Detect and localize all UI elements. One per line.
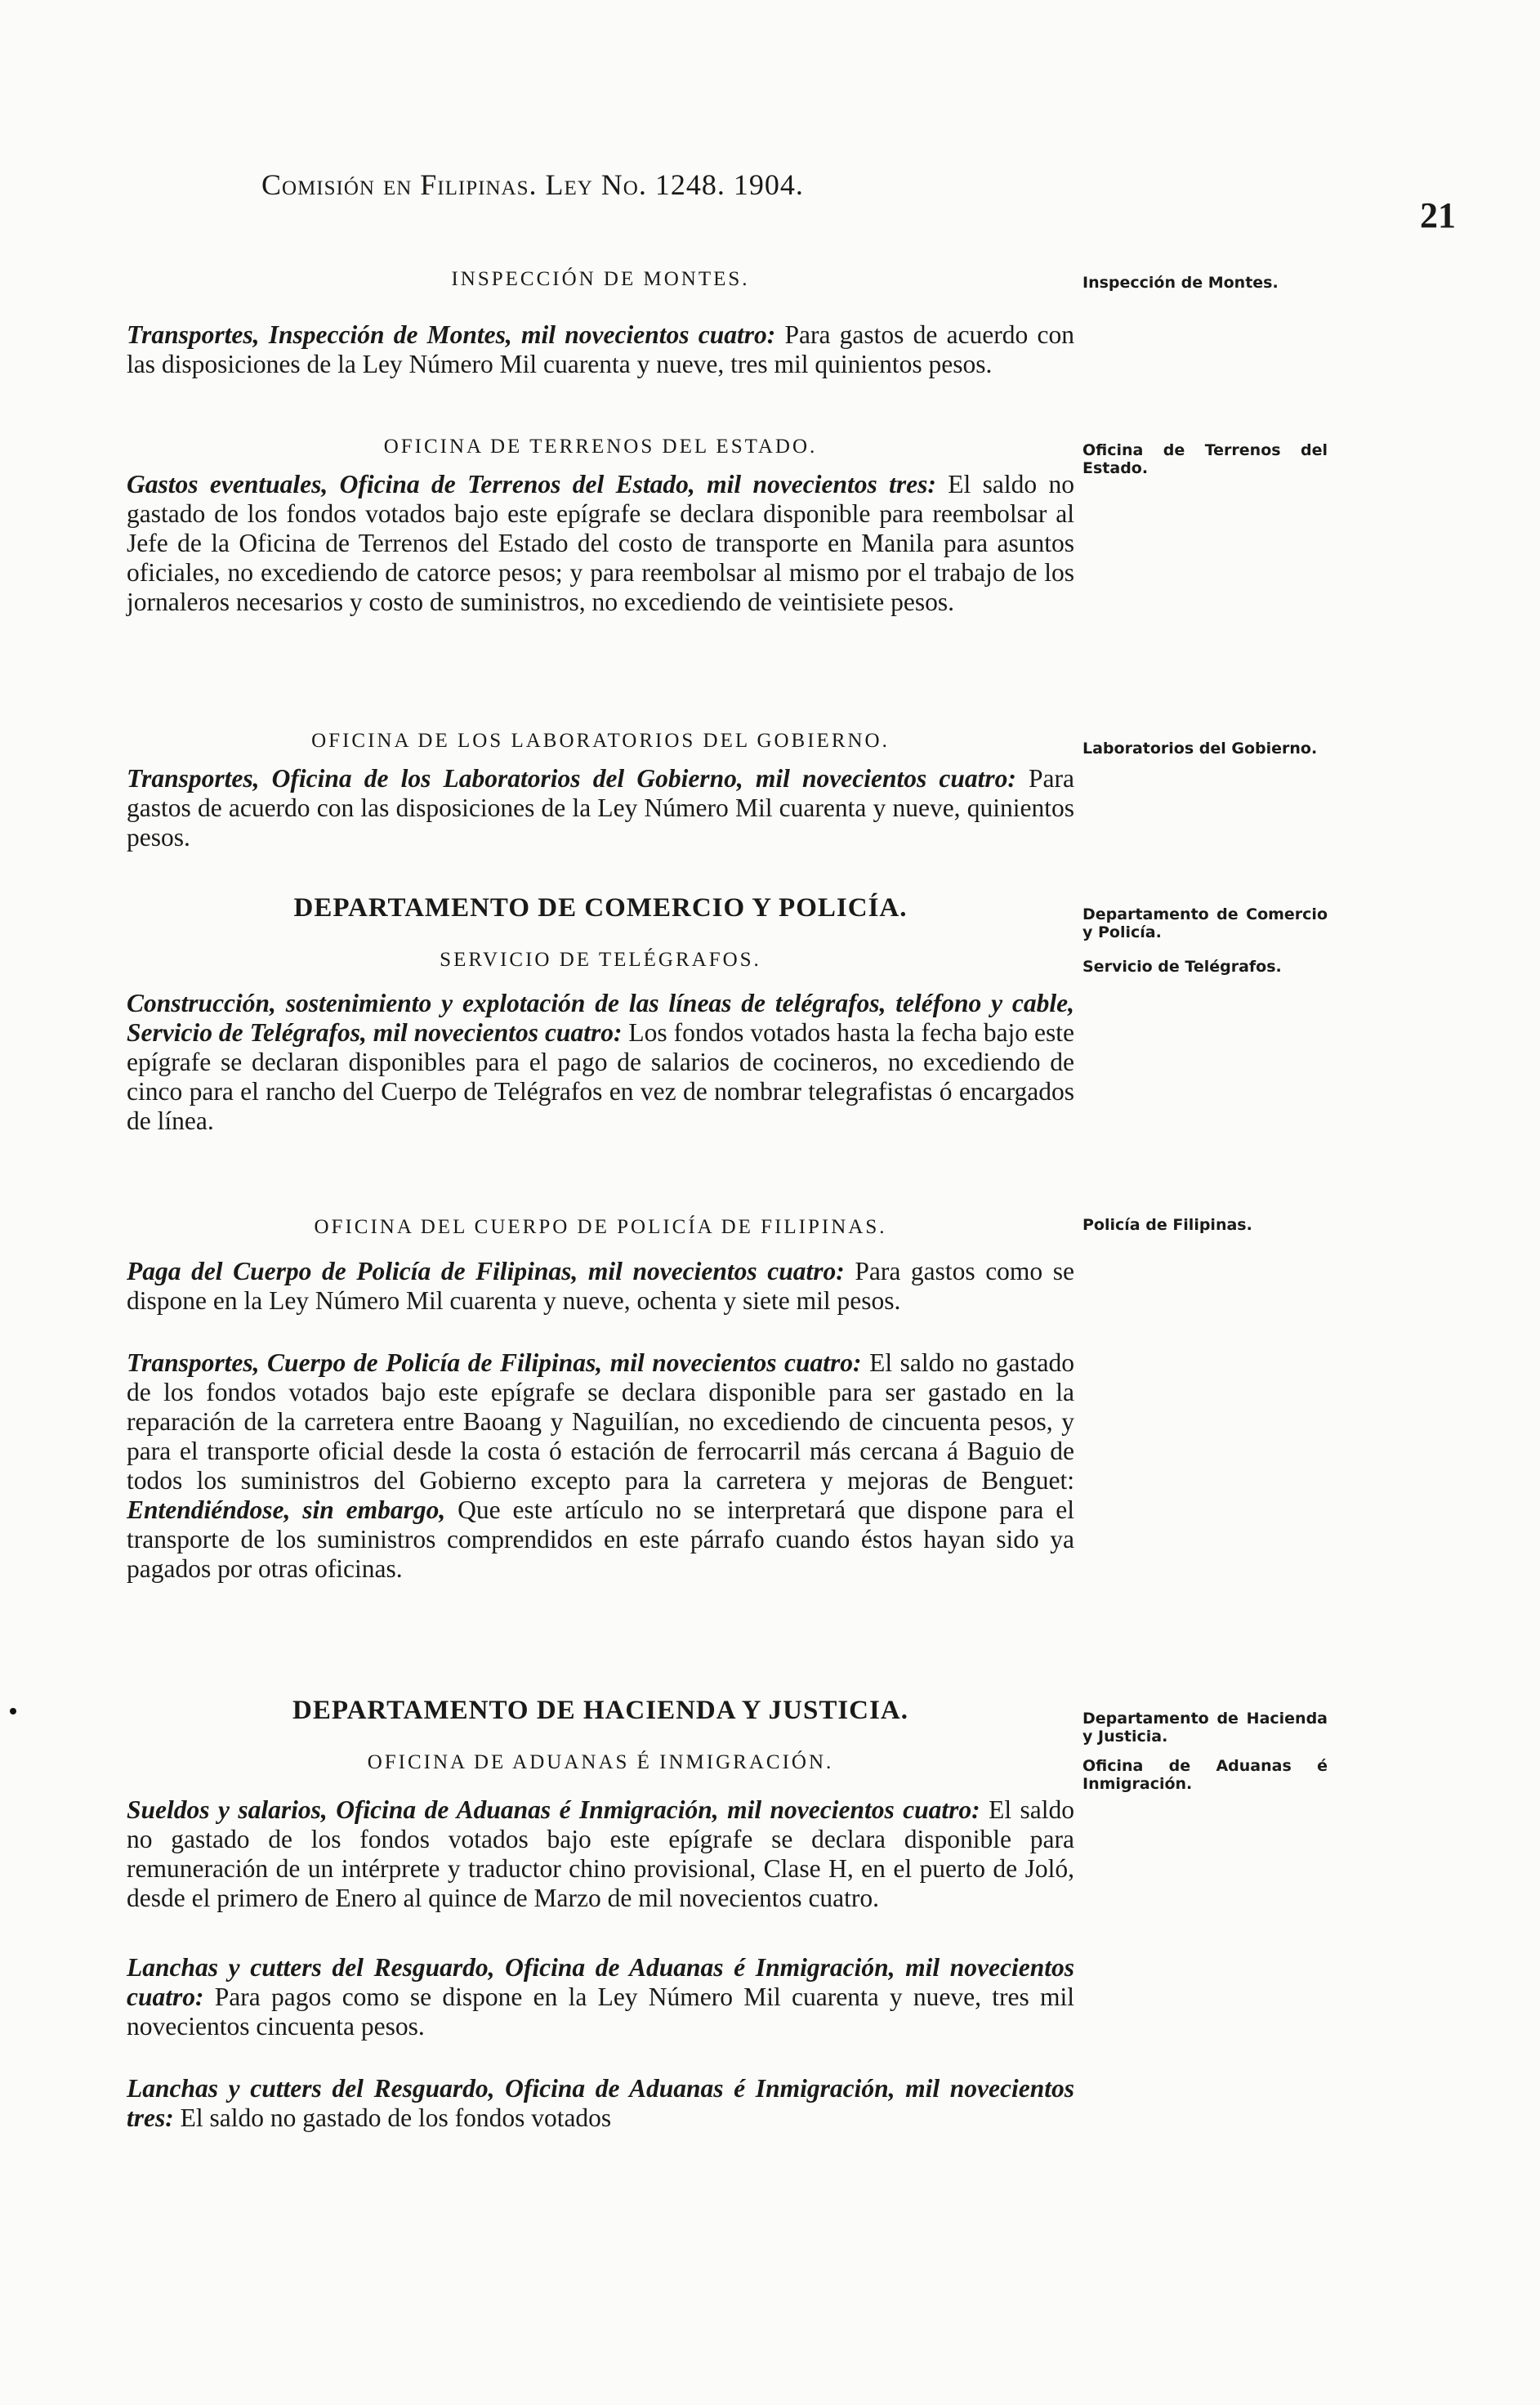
section-heading: INSPECCIÓN DE MONTES. [451,268,750,290]
paragraph-text: Los fondos votados hasta la fecha bajo este epígrafe se declaran disponibles para el pago de salarios de cocineros, no excediendo de cinco para el rancho del Cuerpo de Telégrafos en vez de nombrar telegrafistas ó encargados de línea. [127,1018,1074,1135]
margin-note: Laboratorios del Gobierno. [1082,740,1318,758]
margin-mark [10,1708,16,1714]
paragraph-lead: Paga del Cuerpo de Policía de Filipinas, mil novecientos cuatro: [127,1257,845,1285]
section-heading: OFICINA DE ADUANAS É INMIGRACIÓN. [367,1751,834,1773]
paragraph [127,764,1074,852]
margin-note-department: Departamento de Comercio y Policía. [1082,905,1328,941]
margin-note-department: Departamento de Hacienda y Justicia. [1082,1710,1328,1746]
paragraph [127,1257,1074,1316]
section-heading: SERVICIO DE TELÉGRAFOS. [440,949,761,971]
margin-note: Oficina de Aduanas é Inmigración. [1082,1757,1328,1793]
paragraph [127,989,1074,1136]
margin-note: Inspección de Montes. [1082,274,1279,292]
page-number: 21 [1420,195,1456,235]
paragraph-text: El saldo no gastado de los fondos votados bajo este epígrafe se declara disponible para reembolsar al Jefe de la Oficina de Terrenos del Estado del costo de transporte en Manila para asuntos oficiales, no excediendo de catorce pesos; y para reembolsar al mismo por el trabajo de los jornaleros necesarios y costo de suministros, no excediendo de veintisiete pesos. [127,470,1074,616]
paragraph-lead: Gastos eventuales, Oficina de Terrenos del Estado, mil novecientos tres: [127,470,936,498]
paragraph-lead: Construcción, sostenimiento y explotación de las líneas de telégrafos, teléfono y cable, Servicio de Telégrafos, mil novecientos cuatro: [127,989,1074,1047]
paragraph-lead: Lanchas y cutters del Resguardo, Oficina de Aduanas é Inmigración, mil novecientos cuatro: [127,1953,1074,2011]
margin-note: Policía de Filipinas. [1082,1216,1252,1234]
paragraph [127,320,1074,379]
paragraph-text: Que este artículo no se interpretará que dispone para el transporte de los suministros comprendidos en este párrafo cuando éstos hayan sido ya pagados por otras oficinas. [127,1495,1074,1583]
paragraph [127,1795,1074,1913]
section-heading: OFICINA DE LOS LABORATORIOS DEL GOBIERNO. [311,730,890,752]
running-header: Comisión en Filipinas. Ley No. 1248. 1904. [261,168,804,201]
paragraph-text: Para gastos de acuerdo con las disposiciones de la Ley Número Mil cuarenta y nueve, tres mil quinientos pesos. [127,320,1074,378]
section-heading: OFICINA DE TERRENOS DEL ESTADO. [383,436,818,458]
department-heading: DEPARTAMENTO DE HACIENDA Y JUSTICIA. [292,1696,908,1725]
paragraph-text: El saldo no gastado de los fondos votados bajo este epígrafe se declara disponible para remuneración de un intérprete y traductor chino provisional, Clase H, en el puerto de Joló, desde el primero de Enero al quince de Marzo de mil novecientos cuatro. [127,1795,1074,1912]
paragraph-text: Para pagos como se dispone en la Ley Número Mil cuarenta y nueve, tres mil novecientos cincuenta pesos. [127,1983,1074,2041]
margin-note: Servicio de Telégrafos. [1082,958,1282,976]
department-heading: DEPARTAMENTO DE COMERCIO Y POLICÍA. [293,893,908,923]
margin-note: Oficina de Terrenos del Estado. [1082,441,1328,477]
paragraph-proviso: Entendiéndose, sin embargo, [127,1495,446,1524]
paragraph [127,470,1074,617]
section-heading: OFICINA DEL CUERPO DE POLICÍA DE FILIPINAS. [314,1216,887,1238]
paragraph-text: El saldo no gastado de los fondos votados bajo este epígrafe se declara disponible para ser gastado en la reparación de la carretera entre Baoang y Naguilían, no excediendo de cincuenta pesos, y para el transporte oficial desde la costa ó estación de ferrocarril más cercana á Baguio de todos los suministros del Gobierno excepto para la carretera y mejoras de Benguet: [127,1348,1074,1495]
paragraph [127,1953,1074,2041]
paragraph [127,2074,1074,2133]
paragraph-text: El saldo no gastado de los fondos votados [173,2103,612,2132]
paragraph-lead: Lanchas y cutters del Resguardo, Oficina de Aduanas é Inmigración, mil novecientos tres: [127,2074,1074,2132]
paragraph [127,1348,1074,1584]
paragraph-lead: Transportes, Inspección de Montes, mil novecientos cuatro: [127,320,776,349]
paragraph-text: Para gastos de acuerdo con las disposiciones de la Ley Número Mil cuarenta y nueve, quinientos pesos. [127,764,1074,852]
paragraph-lead: Sueldos y salarios, Oficina de Aduanas é Inmigración, mil novecientos cuatro: [127,1795,980,1824]
paragraph-lead: Transportes, Oficina de los Laboratorios del Gobierno, mil novecientos cuatro: [127,764,1016,793]
paragraph-text: Para gastos como se dispone en la Ley Número Mil cuarenta y nueve, ochenta y siete mil pesos. [127,1257,1074,1315]
paragraph-lead: Transportes, Cuerpo de Policía de Filipinas, mil novecientos cuatro: [127,1348,862,1377]
